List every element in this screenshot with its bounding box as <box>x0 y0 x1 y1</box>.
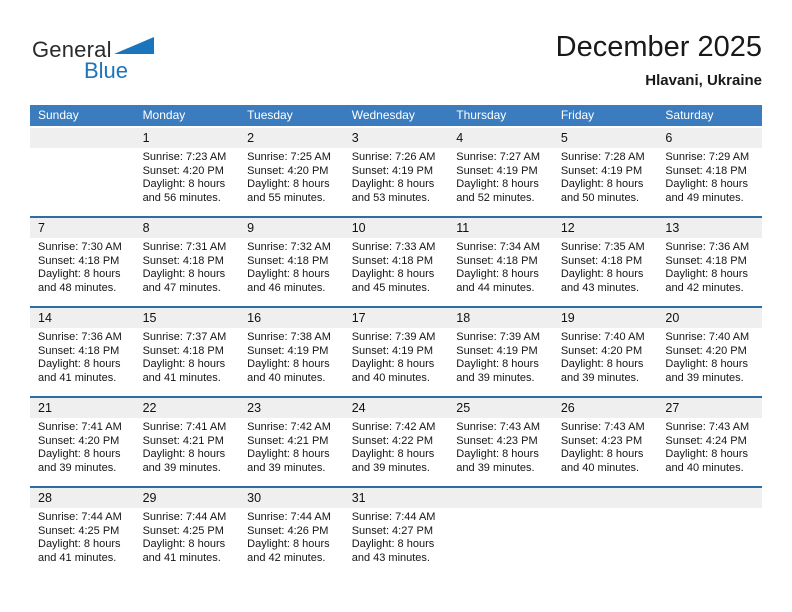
daylight-text: Daylight: 8 hours and 39 minutes. <box>456 448 539 474</box>
daylight-text: Daylight: 8 hours and 39 minutes. <box>38 448 121 474</box>
week-row <box>30 128 762 205</box>
day-cell <box>344 328 449 385</box>
day-number: 19 <box>560 311 575 325</box>
sunset-text: Sunset: 4:24 PM <box>665 434 747 447</box>
page-title: December 2025 <box>555 31 762 63</box>
sunset-text: Sunset: 4:18 PM <box>665 254 747 267</box>
sunset-text: Sunset: 4:19 PM <box>456 164 538 177</box>
sunrise-text: Sunrise: 7:41 AM <box>38 421 122 433</box>
day-cell <box>239 328 344 385</box>
day-number: 11 <box>456 221 470 235</box>
daylight-text: Daylight: 8 hours and 55 minutes. <box>247 178 330 204</box>
sunrise-text: Sunrise: 7:43 AM <box>456 421 541 433</box>
sunrise-text: Sunrise: 7:44 AM <box>247 511 331 523</box>
day-number: 5 <box>560 131 568 145</box>
sunset-text: Sunset: 4:18 PM <box>142 254 224 267</box>
sunset-text: Sunset: 4:18 PM <box>665 164 747 177</box>
sunset-text: Sunset: 4:18 PM <box>247 254 329 267</box>
day-number: 17 <box>351 311 366 325</box>
sunrise-text: Sunrise: 7:34 AM <box>456 241 541 253</box>
day-details-row <box>30 508 762 565</box>
day-cell <box>657 148 762 205</box>
sunrise-text: Sunrise: 7:40 AM <box>665 331 750 343</box>
daylight-text: Daylight: 8 hours and 39 minutes. <box>247 448 330 474</box>
sunrise-text: Sunrise: 7:33 AM <box>351 241 436 253</box>
weekday-thursday: Thursday <box>456 108 507 122</box>
daylight-text: Daylight: 8 hours and 42 minutes. <box>247 538 330 564</box>
sunrise-text: Sunrise: 7:36 AM <box>665 241 750 253</box>
daylight-text: Daylight: 8 hours and 43 minutes. <box>560 268 644 294</box>
day-number: 25 <box>456 401 471 415</box>
day-cell <box>657 238 762 295</box>
day-number: 21 <box>38 401 52 415</box>
day-cell <box>553 148 658 205</box>
sunset-text: Sunset: 4:20 PM <box>38 434 120 447</box>
weekday-header-row <box>30 105 762 126</box>
general-blue-logo <box>32 36 162 82</box>
sunset-text: Sunset: 4:22 PM <box>351 434 434 447</box>
daylight-text: Daylight: 8 hours and 39 minutes. <box>142 448 226 474</box>
sunset-text: Sunset: 4:25 PM <box>38 524 120 537</box>
day-number: 2 <box>247 131 255 145</box>
daylight-text: Daylight: 8 hours and 39 minutes. <box>351 448 435 474</box>
sunrise-text: Sunrise: 7:37 AM <box>142 331 227 343</box>
day-cell <box>30 238 135 295</box>
logo-triangle-icon <box>114 36 154 60</box>
day-number-band <box>30 398 762 418</box>
sunrise-text: Sunrise: 7:44 AM <box>142 511 227 523</box>
day-cell <box>135 238 240 295</box>
daylight-text: Daylight: 8 hours and 41 minutes. <box>142 538 226 564</box>
sunset-text: Sunset: 4:20 PM <box>665 344 747 357</box>
logo-text-general: General <box>32 37 112 62</box>
day-number: 26 <box>560 401 575 415</box>
day-cell <box>30 418 135 475</box>
sunset-text: Sunset: 4:20 PM <box>560 344 643 357</box>
day-cell <box>448 238 553 295</box>
sunset-text: Sunset: 4:23 PM <box>560 434 643 447</box>
day-number: 1 <box>142 131 150 145</box>
week-row <box>30 486 762 565</box>
sunrise-text: Sunrise: 7:26 AM <box>351 151 436 163</box>
sunrise-text: Sunrise: 7:38 AM <box>247 331 331 343</box>
day-cell <box>344 148 449 205</box>
daylight-text: Daylight: 8 hours and 40 minutes. <box>351 358 435 384</box>
day-number: 15 <box>142 311 157 325</box>
daylight-text: Daylight: 8 hours and 41 minutes. <box>38 538 121 564</box>
day-cell <box>135 418 240 475</box>
empty-day-number <box>657 488 762 508</box>
day-number: 14 <box>38 311 52 325</box>
weekday-tuesday: Tuesday <box>247 108 293 122</box>
day-number: 9 <box>247 221 255 235</box>
empty-day-number <box>30 128 135 148</box>
daylight-text: Daylight: 8 hours and 50 minutes. <box>560 178 644 204</box>
sunset-text: Sunset: 4:18 PM <box>456 254 538 267</box>
daylight-text: Daylight: 8 hours and 39 minutes. <box>560 358 644 384</box>
day-number: 10 <box>351 221 366 235</box>
daylight-text: Daylight: 8 hours and 56 minutes. <box>142 178 226 204</box>
day-number: 4 <box>456 131 464 145</box>
day-details-row <box>30 238 762 295</box>
sunrise-text: Sunrise: 7:39 AM <box>456 331 541 343</box>
sunrise-text: Sunrise: 7:42 AM <box>351 421 436 433</box>
daylight-text: Daylight: 8 hours and 40 minutes. <box>560 448 644 474</box>
day-cell <box>448 328 553 385</box>
sunrise-text: Sunrise: 7:43 AM <box>560 421 645 433</box>
empty-day-number <box>448 488 553 508</box>
sunrise-text: Sunrise: 7:32 AM <box>247 241 331 253</box>
sunrise-text: Sunrise: 7:36 AM <box>38 331 122 343</box>
daylight-text: Daylight: 8 hours and 42 minutes. <box>665 268 748 294</box>
day-cell <box>344 508 449 565</box>
day-cell <box>239 508 344 565</box>
day-cell <box>344 238 449 295</box>
day-cell <box>30 328 135 385</box>
day-cell <box>448 418 553 475</box>
sunset-text: Sunset: 4:19 PM <box>247 344 329 357</box>
sunrise-text: Sunrise: 7:25 AM <box>247 151 331 163</box>
sunset-text: Sunset: 4:19 PM <box>351 164 434 177</box>
calendar-table <box>30 105 762 576</box>
day-cell <box>657 328 762 385</box>
empty-day-cell <box>30 148 135 205</box>
sunrise-text: Sunrise: 7:39 AM <box>351 331 436 343</box>
sunset-text: Sunset: 4:25 PM <box>142 524 224 537</box>
sunset-text: Sunset: 4:26 PM <box>247 524 329 537</box>
sunrise-text: Sunrise: 7:27 AM <box>456 151 541 163</box>
sunrise-text: Sunrise: 7:29 AM <box>665 151 750 163</box>
day-number: 18 <box>456 311 471 325</box>
sunset-text: Sunset: 4:19 PM <box>560 164 643 177</box>
sunset-text: Sunset: 4:23 PM <box>456 434 538 447</box>
daylight-text: Daylight: 8 hours and 40 minutes. <box>247 358 330 384</box>
daylight-text: Daylight: 8 hours and 49 minutes. <box>665 178 748 204</box>
day-details-row <box>30 328 762 385</box>
sunrise-text: Sunrise: 7:28 AM <box>560 151 645 163</box>
sunrise-text: Sunrise: 7:35 AM <box>560 241 645 253</box>
empty-day-cell <box>657 508 762 565</box>
sunrise-text: Sunrise: 7:31 AM <box>142 241 227 253</box>
logo-text-blue: Blue <box>84 58 129 83</box>
day-number: 6 <box>665 131 673 145</box>
sunset-text: Sunset: 4:20 PM <box>142 164 224 177</box>
sunrise-text: Sunrise: 7:43 AM <box>665 421 750 433</box>
day-cell <box>135 148 240 205</box>
sunset-text: Sunset: 4:21 PM <box>247 434 329 447</box>
weekday-monday: Monday <box>142 108 186 122</box>
day-number-band <box>30 308 762 328</box>
daylight-text: Daylight: 8 hours and 52 minutes. <box>456 178 539 204</box>
day-cell <box>553 238 658 295</box>
day-cell <box>239 238 344 295</box>
day-number: 20 <box>665 311 680 325</box>
sunset-text: Sunset: 4:21 PM <box>142 434 224 447</box>
weekday-wednesday: Wednesday <box>351 108 415 122</box>
day-cell <box>344 418 449 475</box>
day-cell <box>30 508 135 565</box>
day-cell <box>239 418 344 475</box>
sunset-text: Sunset: 4:19 PM <box>456 344 538 357</box>
day-number: 30 <box>247 491 262 505</box>
empty-day-cell <box>553 508 658 565</box>
daylight-text: Daylight: 8 hours and 53 minutes. <box>351 178 435 204</box>
day-number: 3 <box>351 131 359 145</box>
sunrise-text: Sunrise: 7:44 AM <box>38 511 122 523</box>
day-number: 24 <box>351 401 366 415</box>
sunrise-text: Sunrise: 7:23 AM <box>142 151 227 163</box>
sunset-text: Sunset: 4:27 PM <box>351 524 434 537</box>
sunset-text: Sunset: 4:18 PM <box>560 254 643 267</box>
day-details-row <box>30 418 762 475</box>
daylight-text: Daylight: 8 hours and 41 minutes. <box>142 358 226 384</box>
sunset-text: Sunset: 4:20 PM <box>247 164 329 177</box>
weekday-sunday: Sunday <box>38 108 79 122</box>
day-number-band <box>30 218 762 238</box>
day-number: 23 <box>247 401 262 415</box>
sunrise-text: Sunrise: 7:44 AM <box>351 511 436 523</box>
sunset-text: Sunset: 4:18 PM <box>142 344 224 357</box>
day-number: 13 <box>665 221 680 235</box>
calendar-weeks <box>30 128 762 565</box>
day-cell <box>657 418 762 475</box>
day-cell <box>553 418 658 475</box>
day-number: 16 <box>247 311 262 325</box>
daylight-text: Daylight: 8 hours and 41 minutes. <box>38 358 121 384</box>
sunrise-text: Sunrise: 7:30 AM <box>38 241 122 253</box>
daylight-text: Daylight: 8 hours and 45 minutes. <box>351 268 435 294</box>
week-row <box>30 216 762 295</box>
day-number: 27 <box>665 401 680 415</box>
daylight-text: Daylight: 8 hours and 39 minutes. <box>456 358 539 384</box>
day-cell <box>135 508 240 565</box>
weekday-friday: Friday <box>560 108 595 122</box>
week-row <box>30 396 762 475</box>
sunset-text: Sunset: 4:18 PM <box>38 344 120 357</box>
day-cell <box>239 148 344 205</box>
daylight-text: Daylight: 8 hours and 47 minutes. <box>142 268 226 294</box>
sunset-text: Sunset: 4:18 PM <box>38 254 120 267</box>
location-subtitle: Hlavani, Ukraine <box>645 71 762 89</box>
day-number: 7 <box>38 221 45 235</box>
sunrise-text: Sunrise: 7:41 AM <box>142 421 227 433</box>
daylight-text: Daylight: 8 hours and 39 minutes. <box>665 358 748 384</box>
day-number-band <box>30 128 762 148</box>
day-cell <box>448 148 553 205</box>
sunset-text: Sunset: 4:19 PM <box>351 344 434 357</box>
daylight-text: Daylight: 8 hours and 46 minutes. <box>247 268 330 294</box>
day-cell <box>135 328 240 385</box>
daylight-text: Daylight: 8 hours and 44 minutes. <box>456 268 539 294</box>
weekday-saturday: Saturday <box>665 108 714 122</box>
day-details-row <box>30 148 762 205</box>
day-number: 31 <box>351 491 366 505</box>
sunrise-text: Sunrise: 7:42 AM <box>247 421 331 433</box>
day-number: 12 <box>560 221 575 235</box>
day-number: 28 <box>38 491 52 505</box>
day-number: 8 <box>142 221 150 235</box>
day-number: 22 <box>142 401 157 415</box>
empty-day-number <box>553 488 658 508</box>
sunset-text: Sunset: 4:18 PM <box>351 254 434 267</box>
day-cell <box>553 328 658 385</box>
sunrise-text: Sunrise: 7:40 AM <box>560 331 645 343</box>
daylight-text: Daylight: 8 hours and 40 minutes. <box>665 448 748 474</box>
day-number: 29 <box>142 491 157 505</box>
daylight-text: Daylight: 8 hours and 48 minutes. <box>38 268 121 294</box>
daylight-text: Daylight: 8 hours and 43 minutes. <box>351 538 435 564</box>
week-row <box>30 306 762 385</box>
day-number-band <box>30 488 762 508</box>
empty-day-cell <box>448 508 553 565</box>
